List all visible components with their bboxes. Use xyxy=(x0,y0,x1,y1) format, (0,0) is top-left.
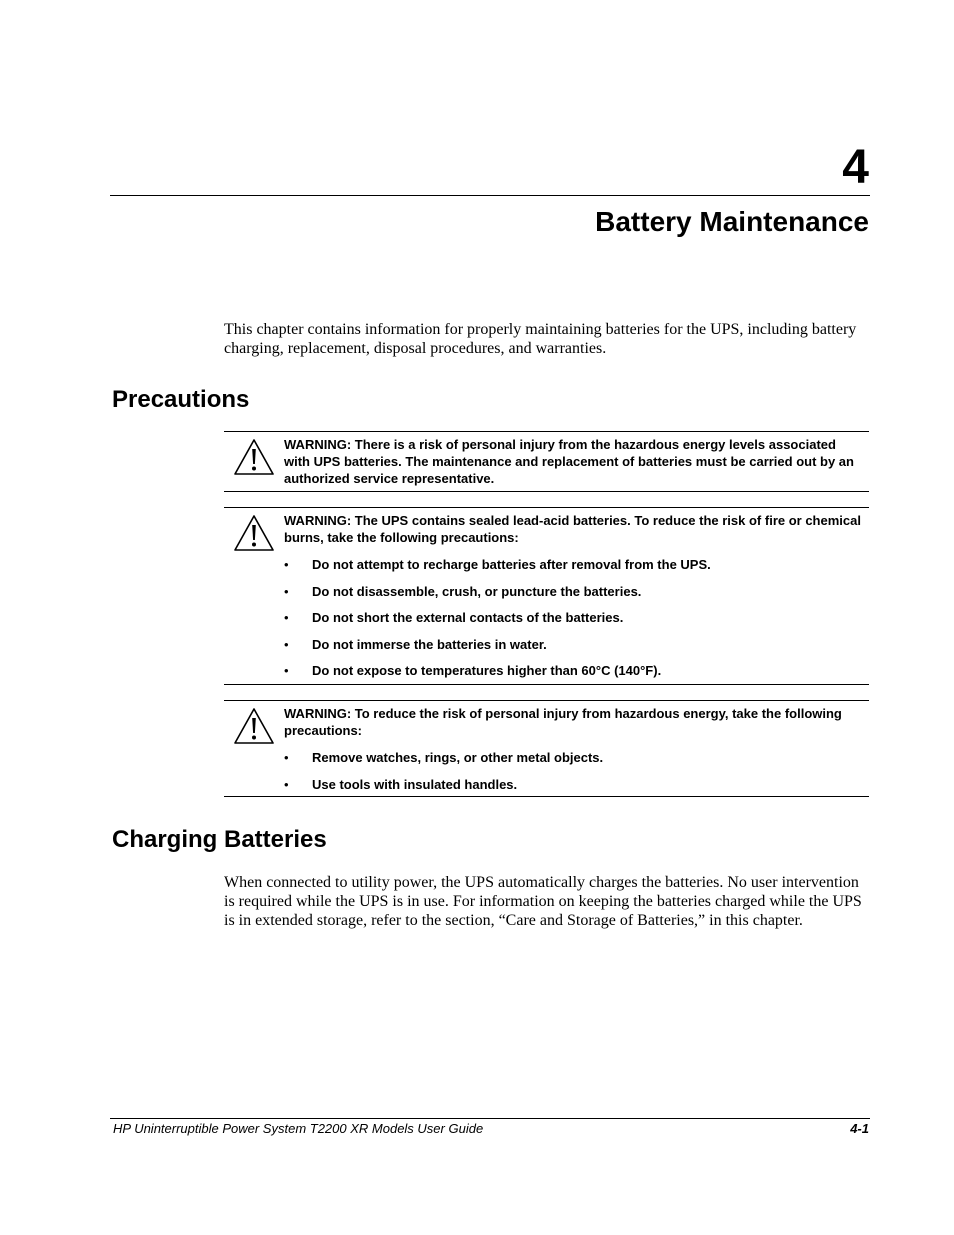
bullet-dot: • xyxy=(284,583,289,599)
warning-text: WARNING: To reduce the risk of personal injury from hazardous energy, take the following precautions: xyxy=(284,706,842,738)
intro-paragraph: This chapter contains information for properly maintaining batteries for the UPS, including battery charging, replacement, disposal procedures, and warranties. xyxy=(224,321,857,357)
warning-box xyxy=(224,507,869,685)
bullet-dot: • xyxy=(284,557,289,572)
bullet-dot: • xyxy=(284,636,289,652)
chapter-rule xyxy=(110,195,870,196)
footer-page-number: 4-1 xyxy=(850,1121,869,1136)
precaution-list xyxy=(284,749,864,802)
precaution-list xyxy=(284,556,864,689)
list-item-text: Do not expose to temperatures higher than 60°C (140°F). xyxy=(312,663,662,678)
list-item xyxy=(284,609,864,636)
list-item-text: Remove watches, rings, or other metal objects. xyxy=(312,750,604,765)
warning-triangle-icon xyxy=(233,707,275,745)
bullet-dot: • xyxy=(284,750,289,765)
list-item-text: Do not disassemble, crush, or puncture the batteries. xyxy=(312,583,642,599)
warning-box xyxy=(224,700,869,797)
bullet-dot: • xyxy=(284,776,289,792)
bullet-dot: • xyxy=(284,663,289,678)
precautions-heading: Precautions xyxy=(112,386,250,413)
warning-triangle-icon xyxy=(233,438,275,476)
list-item xyxy=(284,583,864,610)
charging-heading: Charging Batteries xyxy=(112,826,327,853)
warning-box xyxy=(224,431,869,492)
warning-text: WARNING: There is a risk of personal injury from the hazardous energy levels associated with UPS batteries. The maintenance and replacement of batteries must be carried out by an authorized service representative. xyxy=(284,437,854,486)
charging-paragraph: When connected to utility power, the UPS automatically charges the batteries. No user intervention is required while the UPS is in use. For information on keeping the batteries charged while the UPS is in extended storage, refer to the section, “Care and Storage of Batteries,” in this chapter. xyxy=(224,874,862,929)
list-item-text: Do not short the external contacts of the batteries. xyxy=(312,610,624,625)
list-item xyxy=(284,776,864,803)
chapter-number: 4 xyxy=(842,141,869,194)
list-item xyxy=(284,662,864,689)
footer-guide-title: HP Uninterruptible Power System T2200 XR Models User Guide xyxy=(113,1121,484,1136)
list-item xyxy=(284,749,864,776)
list-item-text: Do not immerse the batteries in water. xyxy=(312,636,547,652)
list-item xyxy=(284,636,864,663)
list-item-text: Use tools with insulated handles. xyxy=(312,776,518,792)
chapter-title: Battery Maintenance xyxy=(595,206,869,237)
warning-text: WARNING: The UPS contains sealed lead-acid batteries. To reduce the risk of fire or chemical burns, take the following precautions: xyxy=(284,513,861,545)
footer-rule xyxy=(110,1118,870,1119)
warning-triangle-icon xyxy=(233,514,275,552)
list-item xyxy=(284,556,864,583)
list-item-text: Do not attempt to recharge batteries after removal from the UPS. xyxy=(312,557,711,572)
bullet-dot: • xyxy=(284,610,289,625)
